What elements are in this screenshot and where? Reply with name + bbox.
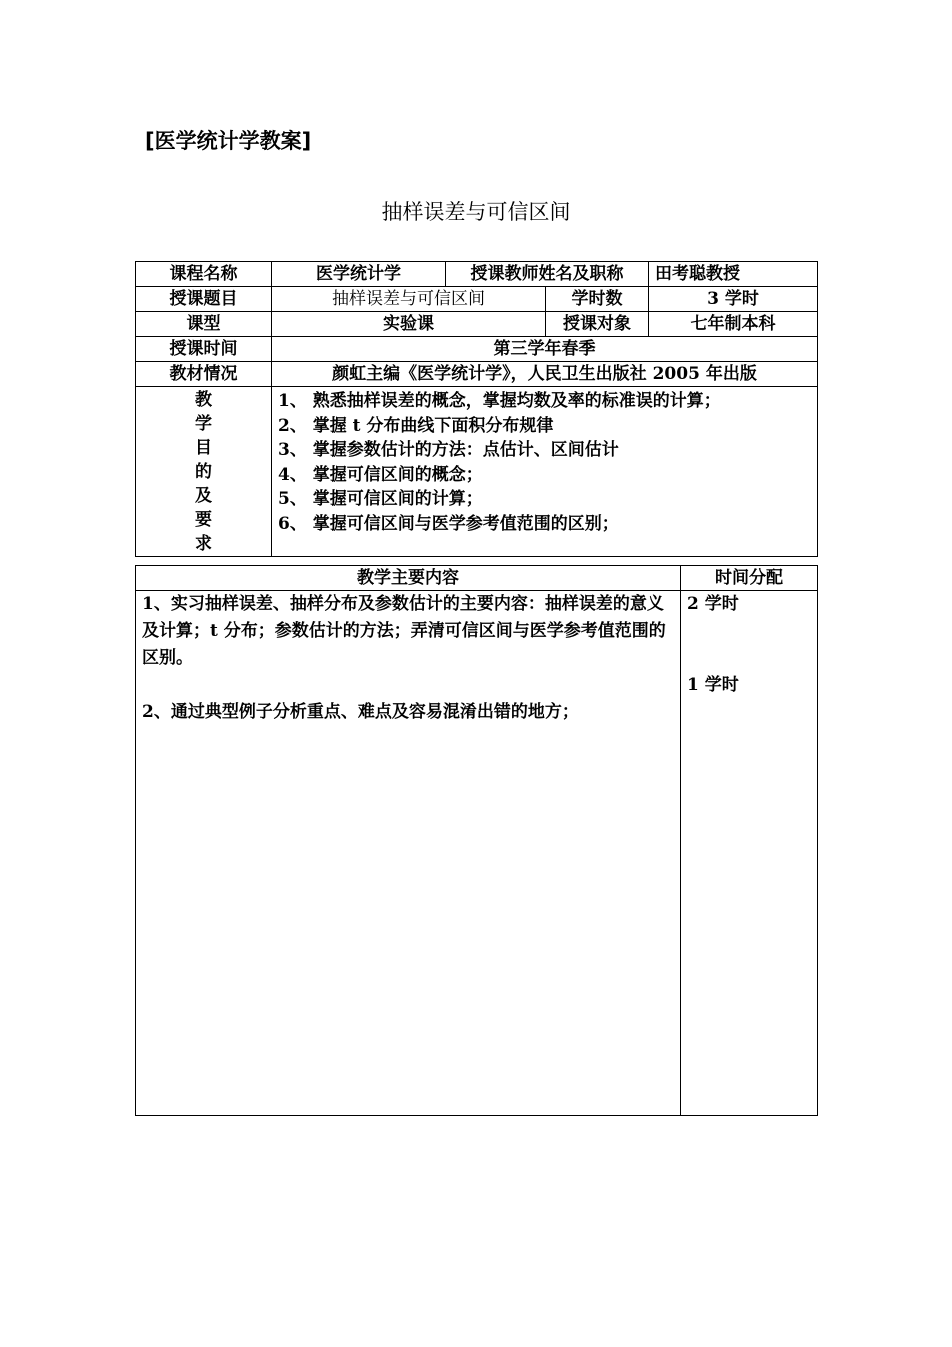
row-time <box>136 337 818 362</box>
goals-label-char: 目 <box>195 438 212 458</box>
teaching-content-table <box>135 565 818 1116</box>
content-header-row <box>136 566 818 591</box>
course-info-table <box>135 261 818 557</box>
goal-item: 4、 掌握可信区间的概念； <box>278 464 483 485</box>
goals-label-char: 要 <box>195 510 212 530</box>
row-topic <box>136 287 818 312</box>
goal-item: 6、 掌握可信区间与医学参考值范围的区别； <box>278 513 619 534</box>
topic-label: 授课题目 <box>136 287 272 312</box>
textbook-value: 颜虹主编《医学统计学》，人民卫生出版社 2005 年出版 <box>272 362 818 387</box>
course-name-label: 课程名称 <box>136 262 272 287</box>
time-label: 授课时间 <box>136 337 272 362</box>
row-type <box>136 312 818 337</box>
audience-value: 七年制本科 <box>649 312 818 337</box>
teacher-value: 田考聪教授 <box>649 262 818 287</box>
goal-item: 2、 掌握 t 分布曲线下面积分布规律 <box>278 415 554 436</box>
course-name-value: 医学统计学 <box>272 262 446 287</box>
row-textbook <box>136 362 818 387</box>
content-cell <box>136 591 681 1116</box>
goals-label-char: 教 <box>195 390 212 410</box>
hours-value: 3 学时 <box>649 287 818 312</box>
hours-label: 学时数 <box>546 287 649 312</box>
goals-label-char: 学 <box>195 414 212 434</box>
time-item-2: 1 学时 <box>687 675 739 695</box>
goals-label-char: 及 <box>195 486 212 506</box>
teacher-label: 授课教师姓名及职称 <box>446 262 649 287</box>
goal-item: 1、 熟悉抽样误差的概念，掌握均数及率的标准误的计算； <box>278 391 721 411</box>
type-label: 课型 <box>136 312 272 337</box>
content-body-row <box>136 591 818 1116</box>
goal-item: 3、 掌握参数估计的方法：点估计、区间估计 <box>278 440 619 460</box>
row-goals <box>136 387 818 557</box>
time-cell <box>681 591 818 1116</box>
time-item-1: 2 学时 <box>687 594 739 614</box>
goals-label-char: 的 <box>195 462 212 482</box>
topic-value: 抽样误差与可信区间 <box>272 287 546 312</box>
document-title: 抽样误差与可信区间 <box>381 200 571 224</box>
type-value: 实验课 <box>272 312 546 337</box>
goals-label-char: 求 <box>195 534 212 554</box>
row-course <box>136 262 818 287</box>
audience-label: 授课对象 <box>546 312 649 337</box>
main-content-header: 教学主要内容 <box>136 566 681 591</box>
textbook-label: 教材情况 <box>136 362 272 387</box>
goal-item: 5、 掌握可信区间的计算； <box>278 489 483 509</box>
content-item-1: 1、实习抽样误差、抽样分布及参数估计的主要内容：抽样误差的意义及计算；t 分布；参数估计的方法；弄清可信区间与医学参考值范围的区别。 <box>142 594 666 668</box>
document-header: [医学统计学教案] <box>145 129 312 153</box>
time-value: 第三学年春季 <box>272 337 818 362</box>
goals-list <box>272 387 818 557</box>
content-item-2: 2、通过典型例子分析重点、难点及容易混淆出错的地方； <box>142 702 579 722</box>
goals-label <box>136 387 272 557</box>
time-allocation-header: 时间分配 <box>681 566 818 591</box>
